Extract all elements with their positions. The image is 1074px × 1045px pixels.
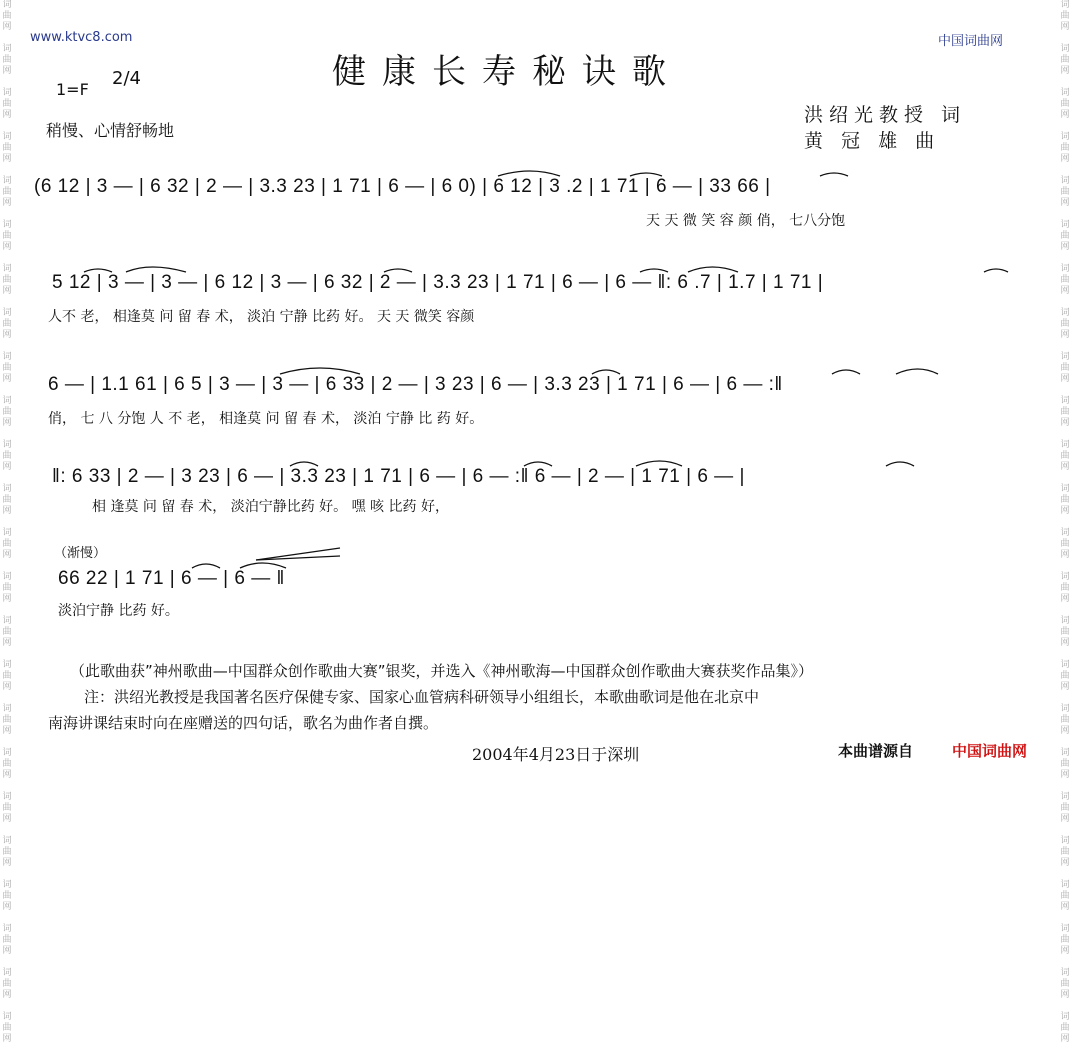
time-signature: 2/4 — [112, 68, 141, 89]
date-place: 2004年4月23日于深圳 — [472, 745, 640, 764]
lyrics-line-1: 天 天 微 笑 容 颜 俏， 七八分饱 — [646, 213, 846, 229]
lyrics-line-5: 淡泊宁静 比药 好。 — [58, 603, 179, 619]
site-watermark-left[interactable]: www.ktvc8.com — [30, 30, 133, 45]
right-edge-watermark: 词 曲 网 词 曲 网 词 曲 网 词 曲 网 词 曲 网 词 曲 网 词 曲 网 词 曲 网 词 曲 网 词 曲 网 词 曲 网 词 曲 网 词 曲 网 词 曲 网 词 曲 网 词 曲 网 词 曲 网 词 曲 网 词 曲 网 词 曲 网 词 曲 网 词 曲 网 词 曲 网 词 曲 网 — [1060, 0, 1070, 1044]
composer-credit: 黄 冠 雄 曲 — [804, 130, 941, 152]
site-watermark-right[interactable]: 中国词曲网 — [938, 34, 1004, 49]
notation-line-2: 5 12 | 3 — | 3 — | 6 12 | 3 — | 6 32 | 2 — | 3.3 23 | 1 71 | 6 — | 6 — ‖: 6 .7 | 1.7 | 1 71 | — [52, 272, 824, 293]
notation-line-5: 66 22 | 1 71 | 6 — | 6 — ‖ — [58, 568, 285, 589]
notation-line-4: ‖: 6 33 | 2 — | 3 23 | 6 — | 3.3 23 | 1 71 | 6 — | 6 — :‖ 6 — | 2 — | 1 71 | 6 — | — [52, 466, 745, 487]
notation-line-1: (6 12 | 3 — | 6 32 | 2 — | 3.3 23 | 1 71 | 6 — | 6 0) | 6 12 | 3 .2 | 1 71 | 6 — | 33 66 | — [34, 176, 771, 197]
lyricist-credit: 洪绍光教授 词 — [804, 104, 967, 126]
lyrics-line-4: 相 逢莫 问 留 春 术， 淡泊宁静比药 好。 嘿 咳 比药 好， — [92, 499, 449, 515]
lyrics-line-2: 人不 老， 相逢莫 问 留 春 术， 淡泊 宁静 比药 好。 天 天 微笑 容颜 — [48, 309, 475, 325]
award-note: （此歌曲获”神州歌曲—中国群众创作歌曲大赛”银奖，并选入《神州歌海—中国群众创作歌曲大赛获奖作品集》） — [70, 662, 814, 680]
notation-line-3: 6 — | 1.1 61 | 6 5 | 3 — | 3 — | 6 33 | 2 — | 3 23 | 6 — | 3.3 23 | 1 71 | 6 — | 6 — :‖ — [48, 374, 783, 395]
key-signature: 1=F — [56, 80, 89, 99]
tempo-marking: 稍慢、心情舒畅地 — [46, 121, 175, 140]
source-site-link[interactable]: 中国词曲网 — [952, 742, 1028, 760]
lyrics-line-3: 俏， 七 八 分饱 人 不 老， 相逢莫 问 留 春 术， 淡泊 宁静 比 药 好。 — [48, 411, 484, 427]
composer-note-1: 注：洪绍光教授是我国著名医疗保健专家、国家心血管病科研领导小组组长，本歌曲歌词是他在北京中 — [84, 688, 760, 706]
song-title: 健康长寿秘诀歌 — [332, 52, 682, 92]
ritardando-marking: （渐慢） — [54, 546, 107, 561]
composer-note-2: 南海讲课结束时向在座赠送的四句话，歌名为曲作者自撰。 — [48, 714, 439, 732]
source-label: 本曲谱源自 — [838, 742, 914, 760]
left-edge-watermark: 词 曲 网 词 曲 网 词 曲 网 词 曲 网 词 曲 网 词 曲 网 词 曲 网 词 曲 网 词 曲 网 词 曲 网 词 曲 网 词 曲 网 词 曲 网 词 曲 网 词 曲 网 词 曲 网 词 曲 网 词 曲 网 词 曲 网 词 曲 网 词 曲 网 词 曲 网 词 曲 网 词 曲 网 — [2, 0, 12, 1044]
